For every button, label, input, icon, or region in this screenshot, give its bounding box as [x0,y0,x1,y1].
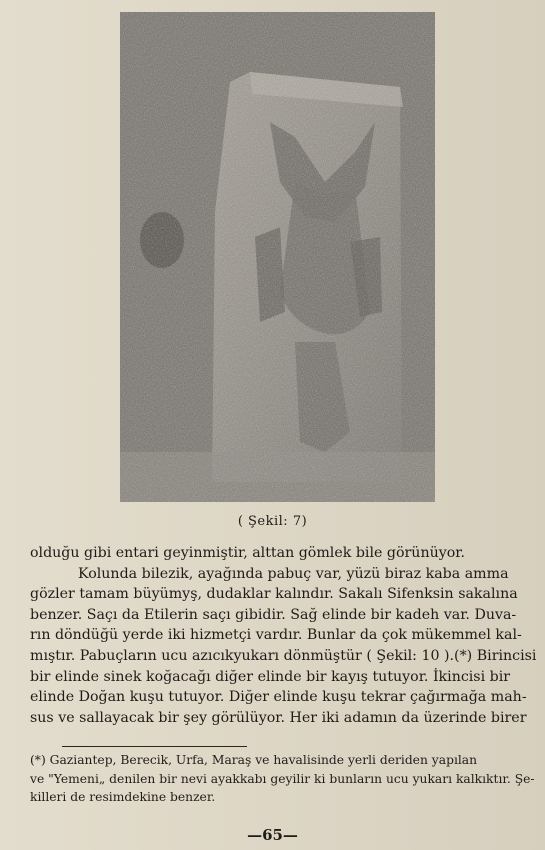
footnote [30,751,535,807]
relief-image [120,12,435,502]
body-line: Kolunda bilezik, ayağında pabuç var, yüzü biraz kaba amma [78,565,509,582]
relief-photograph [120,12,435,502]
body-line: mıştır. Pabuçların ucu azıcıkyukarı dönmüştür ( Şekil: 10 ).(*) Birincisi [30,647,537,664]
footnote-line: (*) Gaziantep, Berecik, Urfa, Maraş ve havalisinde yerli deriden yapılan [30,753,478,767]
figure-caption: ( Şekil: 7) [237,514,308,529]
body-line: elinde Doğan kuşu tutuyor. Diğer elinde kuşu tekrar çağırmağa mah- [30,689,527,706]
body-line: sus ve sallayacak bir şey görülüyor. Her iki adamın da üzerinde birer [30,709,527,726]
footnote-divider [62,746,247,747]
body-line: benzer. Saçı da Etilerin saçı gibidir. Sağ elinde bir kadeh var. Duva- [30,606,517,623]
body-line: rın döndüğü yerde iki hizmetçi vardır. Bunlar da çok mükemmel kal- [30,627,522,644]
footnote-line: killeri de resimdekine benzer. [30,790,216,804]
body-line: bir elinde sinek koğacağı diğer elinde bir kayış tutuyor. İkincisi bir [30,668,511,685]
body-paragraph [30,543,537,728]
footnote-line: ve "Yemeni„ denilen bir nevi ayakkabı geyilir ki bunların ucu yukarı kalkıktır. Şe- [30,771,535,786]
page-number: —65— [247,826,298,844]
body-line: gözler tamam büyümyş, dudaklar kalındır. Sakalı Sifenksin sakalına [30,586,518,603]
body-line: olduğu gibi entari geyinmiştir, alttan gömlek bile görünüyor. [30,545,466,561]
